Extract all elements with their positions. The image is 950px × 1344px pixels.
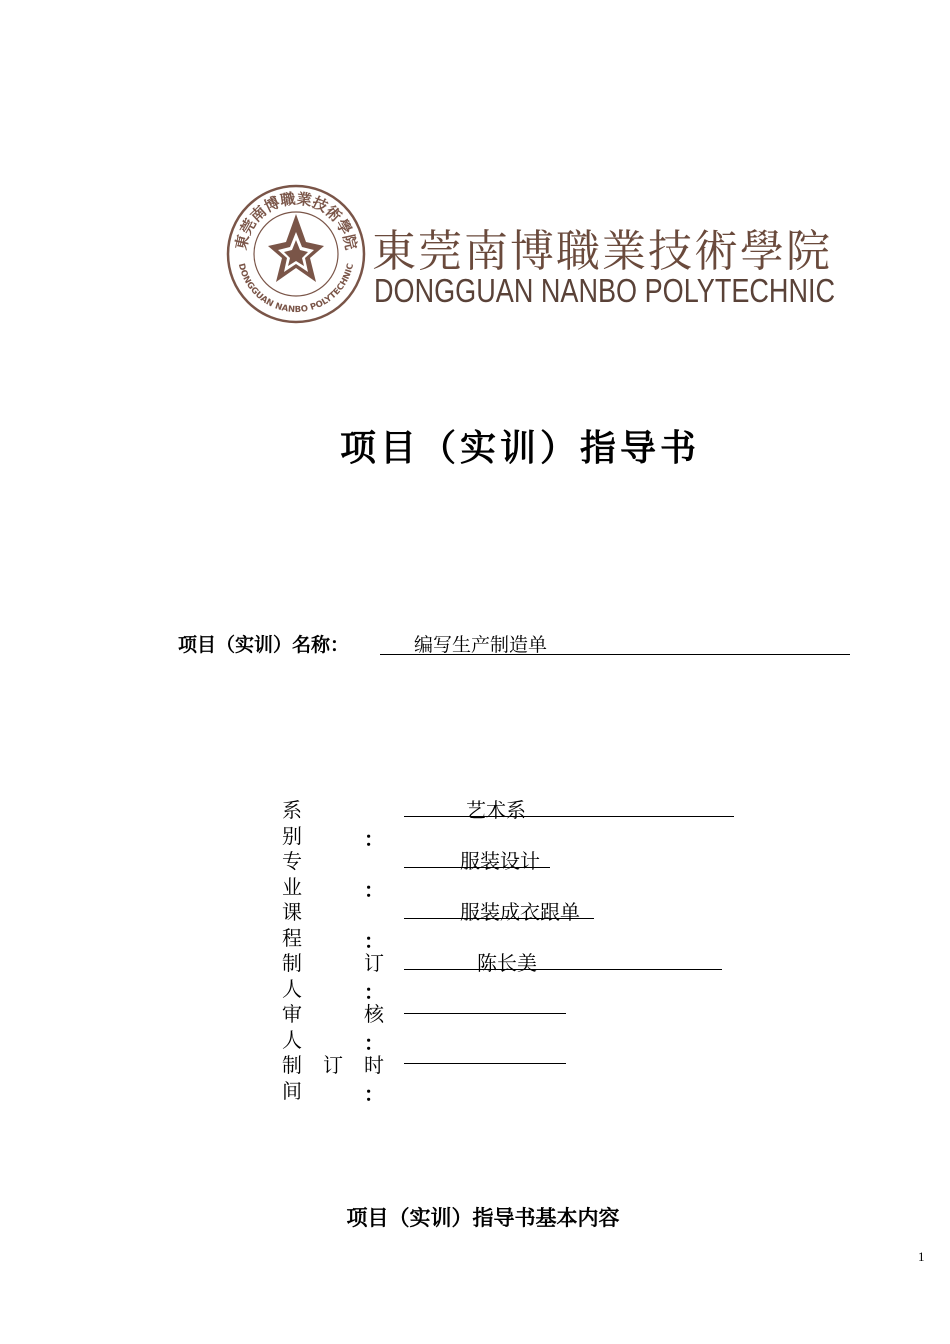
major-value: 服装设计 xyxy=(460,849,540,873)
course-value: 服装成衣跟单 xyxy=(460,900,580,924)
field-label-date: 时 xyxy=(364,1053,384,1077)
college-seal-logo xyxy=(226,184,366,324)
page-number: 1 xyxy=(918,1249,925,1264)
field-label-reviewer: 人 xyxy=(282,1028,302,1052)
college-name-chinese: 東莞南博職業技術學院 xyxy=(372,226,832,277)
document-title: 项目（实训）指导书 xyxy=(339,428,700,469)
department-underline xyxy=(404,816,734,817)
field-colon: ： xyxy=(364,1031,384,1055)
date-underline xyxy=(404,1063,566,1064)
department-value: 艺术系 xyxy=(466,798,526,822)
pinwheel-star-icon xyxy=(268,214,324,282)
project-name-value: 编写生产制造单 xyxy=(414,634,548,656)
project-name-label: 项目（实训）名称： xyxy=(178,634,350,656)
field-label-reviewer: 核 xyxy=(364,1002,384,1026)
field-colon: ： xyxy=(364,827,384,851)
field-label-date: 间 xyxy=(282,1079,302,1103)
reviewer-underline xyxy=(404,1013,566,1014)
field-label-date: 订 xyxy=(323,1053,343,1077)
field-label-major: 专 xyxy=(282,849,302,873)
field-colon: ： xyxy=(364,980,384,1004)
author-value: 陈长美 xyxy=(477,951,537,975)
seal-text: 東莞南博職業技術學院 xyxy=(231,189,361,252)
field-colon: ： xyxy=(364,878,384,902)
field-label-author: 制 xyxy=(282,951,302,975)
field-label-reviewer: 审 xyxy=(282,1002,302,1026)
field-label-course: 程 xyxy=(282,926,302,950)
field-label-date: 制 xyxy=(282,1053,302,1077)
field-label-course: 课 xyxy=(282,900,302,924)
field-label-major: 业 xyxy=(282,875,302,899)
section-title: 项目（实训）指导书基本内容 xyxy=(346,1206,620,1230)
field-label-department: 别 xyxy=(282,824,302,848)
field-colon: ： xyxy=(364,1082,384,1106)
field-label-department: 系 xyxy=(282,798,302,822)
college-name-english: DONGGUAN NANBO POLYTECHNIC xyxy=(374,272,836,309)
author-underline xyxy=(404,969,722,970)
field-colon: ： xyxy=(364,929,384,953)
field-label-author: 人 xyxy=(282,977,302,1001)
seal-text-en: DONGGUAN NANBO POLYTECHNIC xyxy=(235,262,357,316)
field-label-author: 订 xyxy=(364,951,384,975)
